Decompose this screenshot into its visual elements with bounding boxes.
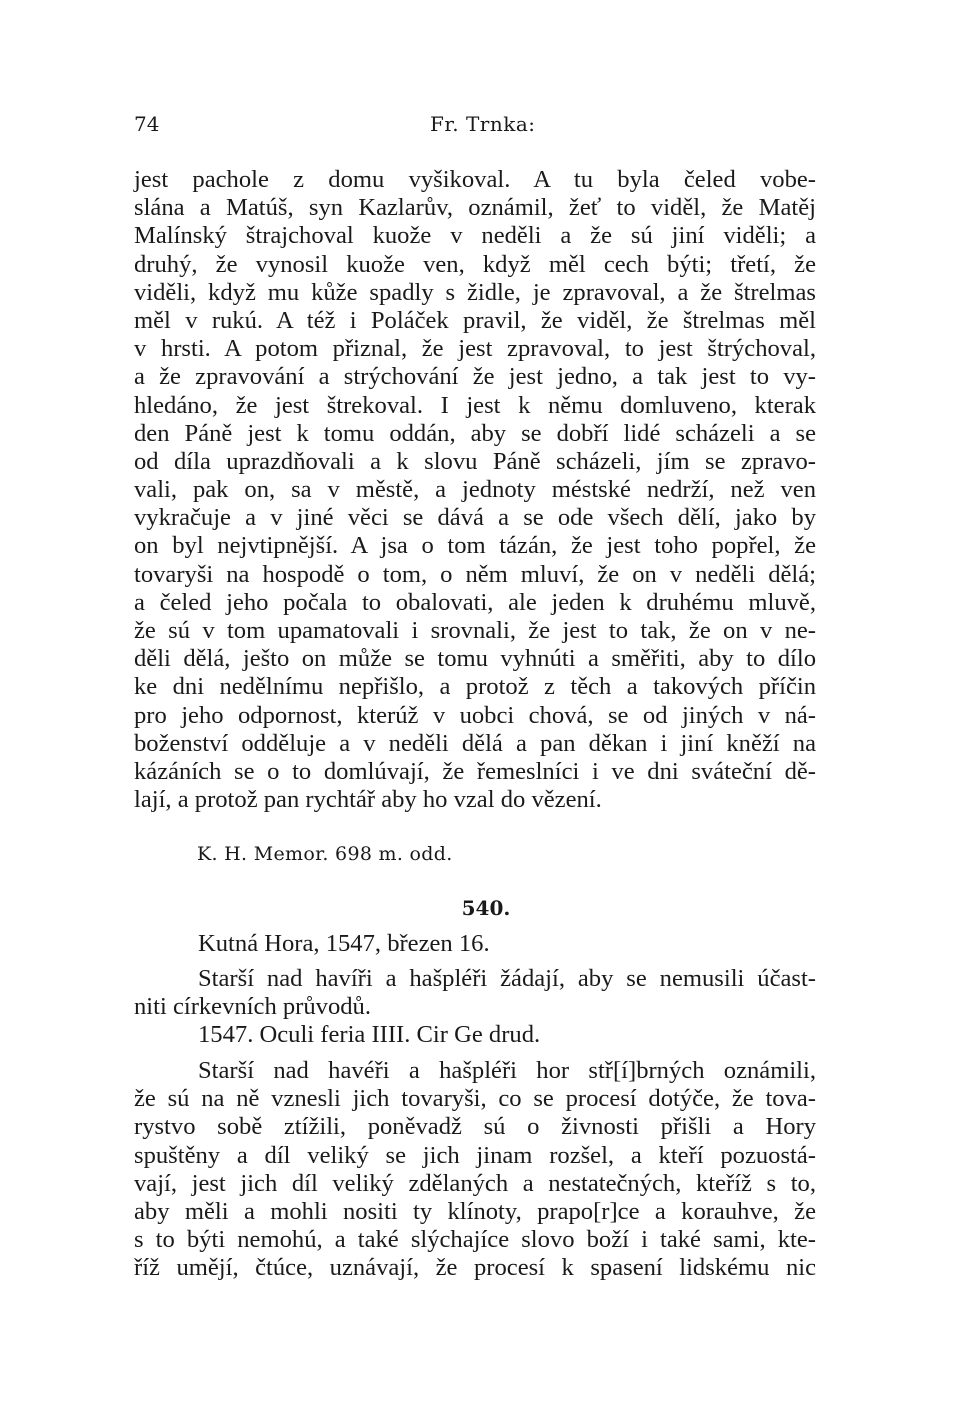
- text-line: viděli, když mu kůže spadly s židle, je zpravoval, a že štrelmas: [134, 278, 816, 306]
- text-line: hledáno, že jest štrekoval. I jest k němu domluveno, kterak: [134, 391, 816, 419]
- text-line: vají, jest jich díl veliký zdělaných a nestatečných, kteříž s to,: [134, 1169, 816, 1197]
- document-number: [0, 896, 960, 920]
- document-number-text: 540.: [461, 896, 511, 920]
- text-line: že sú v tom upamatovali i srovnali, že jest to tak, že on v ne-: [134, 617, 816, 644]
- text-line: a že zpravování a strýchování že jest jedno, a tak jest to vy-: [134, 363, 816, 391]
- text-line: s to býti nemohú, a také slýchajíce slovo boží i také sami, kte-: [134, 1226, 816, 1254]
- text-line: aby měli a mohli nositi ty klínoty, prapo[r]ce a korauhve, že: [134, 1197, 816, 1225]
- text-line: a čeled jeho počala to obalovati, ale jeden k druhému mluvě,: [134, 588, 816, 616]
- text-line: v hrsti. A potom přiznal, že jest zpravoval, to jest štrýchoval,: [134, 335, 816, 363]
- place-date: Kutná Hora, 1547, březen 16.: [198, 930, 490, 957]
- text-line: jest pachole z domu vyšikoval. A tu byla čeled vobe-: [134, 166, 816, 193]
- page-header: [134, 112, 816, 136]
- text-line: den Páně jest k tomu oddán, aby se dobří lidé scházeli a se: [134, 419, 816, 447]
- entry-539-body: [134, 166, 816, 814]
- text-line: že sú na ně vznesli jich tovaryši, co se procesí dotýče, že tova-: [134, 1085, 816, 1113]
- dating-line: 1547. Oculi feria IIII. Cir Ge drud.: [198, 1021, 541, 1048]
- text-line: Starší nad havéři a hašpléři hor stř[í]brných oznámili,: [198, 1057, 816, 1084]
- entry-540-regest: [134, 965, 816, 1021]
- running-head: Fr. Trnka:: [430, 112, 536, 136]
- text-line: měl v rukú. A též i Poláček pravil, že viděl, že štrelmas měl: [134, 306, 816, 334]
- text-line: tovaryši na hospodě o tom, o něm mluví, že on v neděli dělá;: [134, 560, 816, 588]
- entry-540-place-date: [134, 930, 816, 958]
- entry-540-dating: [134, 1021, 816, 1049]
- text-line: ke dni nedělnímu nepřišlo, a protož z těch a takových příčin: [134, 673, 816, 701]
- text-line: kázáních se o to domlúvají, že řemeslníci i ve dni sváteční dě-: [134, 757, 816, 785]
- text-line: rystvo sobě ztížili, poněvadž sú o živnosti přišli a Hory: [134, 1113, 816, 1141]
- text-line: od díla uprazdňovali a k slovu Páně scházeli, jím se zpravo-: [134, 447, 816, 475]
- source-reference: K. H. Memor. 698 m. odd.: [197, 843, 453, 865]
- text-line: boženství odděluje a v neděli dělá a pan děkan i jiní kněží na: [134, 729, 816, 757]
- text-line: vykračuje a v jiné věci se dává a se ode všech dělí, jako by: [134, 504, 816, 532]
- text-line: říž umějí, čtúce, uznávají, že procesí k spasení lidskému nic: [134, 1254, 816, 1282]
- text-line: vali, pak on, sa v městě, a jednoty méstské nedrží, než ven: [134, 476, 816, 504]
- text-line: pro jeho odpornost, kterúž v uobci chová, se od jiných v ná-: [134, 701, 816, 729]
- text-line: slána a Matúš, syn Kazlarův, oznámil, žeť to viděl, že Matěj: [134, 194, 816, 222]
- regest-line: Starší nad havíři a hašpléři žádají, aby se nemusili účast-: [198, 965, 816, 992]
- text-line: on byl nejvtipnější. A jsa o tom tázán, že jest toho popřel, že: [134, 532, 816, 560]
- text-line: lají, a protož pan rychtář aby ho vzal do vězení.: [134, 786, 602, 814]
- text-line: druhý, že vynosil kuože ven, když měl cech býti; třetí, že: [134, 250, 816, 278]
- text-line: děli dělá, ješto on může se tomu vyhnúti a směřiti, aby to dílo: [134, 645, 816, 673]
- page-number: 74: [134, 112, 160, 136]
- text-line: spuštěny a díl veliký se jich jinam rozšel, a kteří pozuostá-: [134, 1141, 816, 1169]
- entry-540-body: [134, 1057, 816, 1283]
- regest-line: niti církevních průvodů.: [134, 993, 372, 1021]
- text-line: Malínský štrajchoval kuože v neděli a že sú jiní viděli; a: [134, 222, 816, 250]
